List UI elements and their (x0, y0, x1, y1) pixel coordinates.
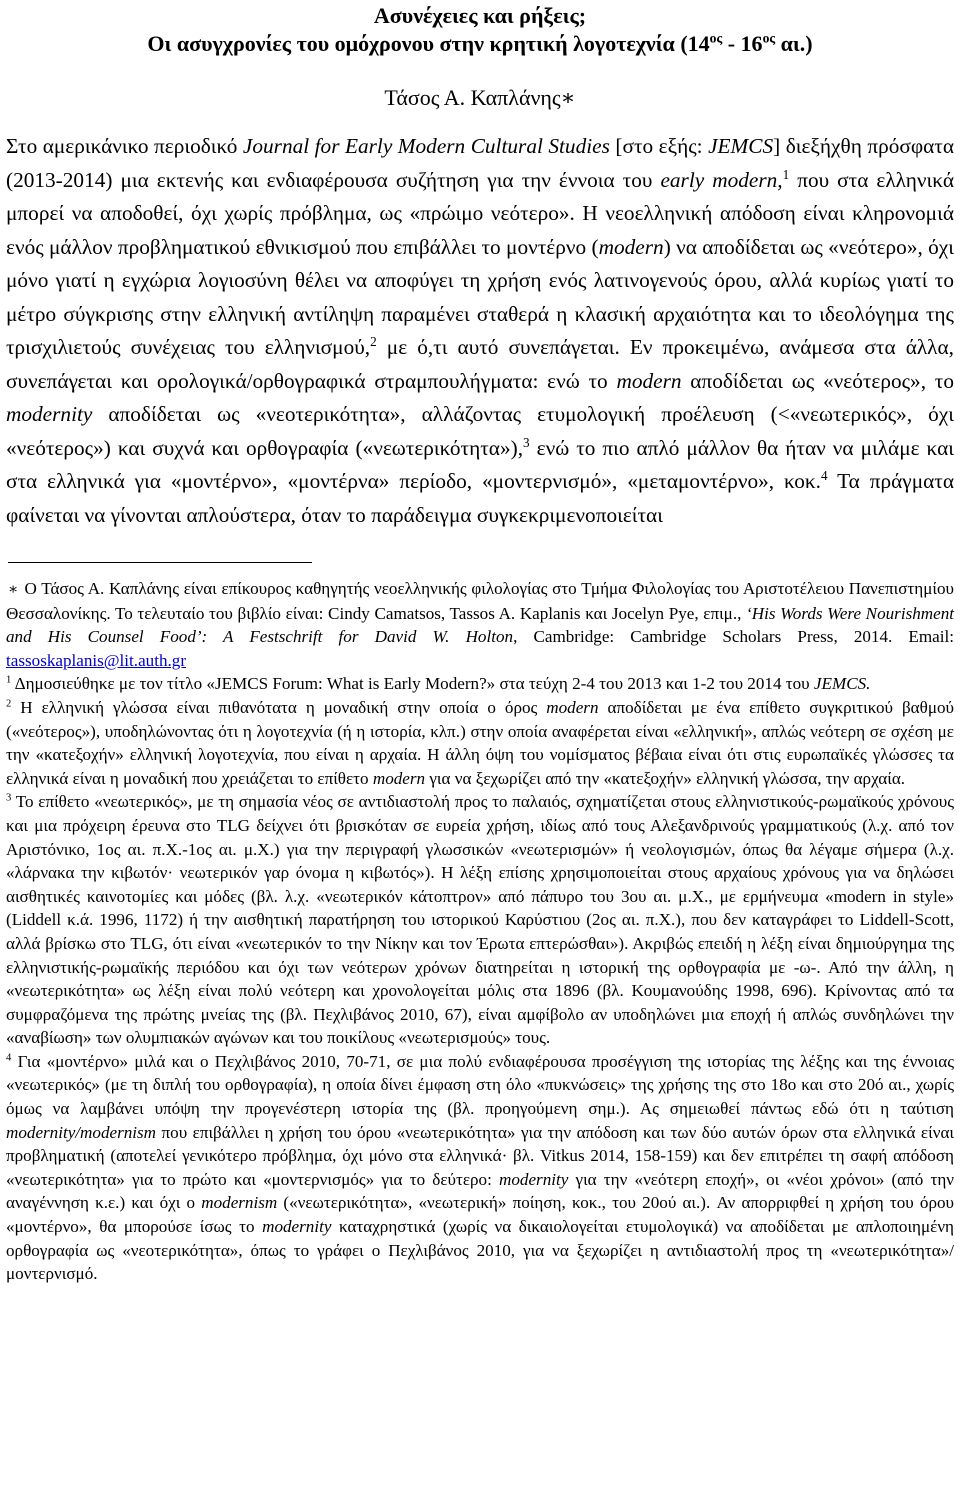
footnote-number: 4 (6, 1052, 12, 1064)
title-line-1: Ασυνέχειες και ρήξεις; (373, 3, 587, 28)
title-text: αι.) (775, 31, 813, 56)
title-text: Οι ασυγχρονίες του ομόχρονου στην κρητική λογοτεχνία (14 (147, 31, 710, 56)
footnote-2 (6, 696, 954, 790)
text-run: για να ξεχωρίζει από την «κατεξοχήν» ελληνική γλώσσα, την αρχαία. (425, 768, 906, 788)
italic-run: modernity (499, 1169, 569, 1189)
text-run: αποδίδεται ως «νεότερος», το (681, 368, 954, 393)
text-run: , Cambridge: Cambridge Scholars Press, 2014. Email: (513, 627, 955, 647)
footnote-4 (6, 1050, 954, 1286)
text-run: Δημοσιεύθηκε με τον τίτλο «JEMCS Forum: What is Early Modern?» στα τεύχη 2-4 του 2013 και 1-2 του 2014 του (11, 674, 814, 694)
footnote-3 (6, 790, 954, 1050)
text-run: Για «μοντέρνο» μιλά και ο Πεχλιβάνος 2010, 70-71, σε μια πολύ ενδιαφέρουσα προσέγγιση της ιστορίας της λέξης και της έννοιας «νεωτερικός» (με τη διπλή του ορθογραφία), η οποία δίνει έμφαση στη όλο «πυκνώσεις» της χρήσης της στο 18ο και στο 20ό αι., χωρίς όμως να λαμβάνει υπόψη την προγενέστερη ιστορία της (βλ. προηγούμενη σημ.). Ας σημειωθεί πάντως εδώ ότι η ταύτιση (6, 1051, 954, 1119)
footnote-mark: ∗ (8, 581, 19, 598)
footnote-ref-2[interactable]: 2 (370, 333, 377, 349)
italic-run: early modern, (660, 167, 783, 192)
author-footnote-mark[interactable]: ∗ (560, 85, 576, 110)
italic-run: modern (616, 368, 682, 393)
italic-run: modernism (201, 1193, 278, 1213)
text-run: ενώ το πιο απλό μάλλον θα ήταν να μιλάμε και στα ελληνικά για «μοντέρνο», «μοντέρνα» περίοδο, «μοντερνισμό», «μεταμοντέρνο», κοκ. (6, 435, 954, 493)
text-run: αποδίδεται με ένα επίθετο συγκριτικού βαθμού («νεότερος»), υποδηλώνοντας ότι η λογοτεχνία (ή η ιστορία, κλπ.) στην οποία αναφέρεται είναι «ελληνική», απλώς νεότερη σε σχέση με την «κατεξοχήν» ελληνική λογοτεχνία, που είναι η αρχαία. Η άλλη όψη του νομίσματος βέβαια είναι ότι στις ευρωπαϊκές γλώσσες τα ελληνικά είναι η μοναδική που χρειάζεται το επίθετο (6, 697, 954, 788)
title-sup: ος (709, 30, 723, 46)
text-run: καταχρηστικά (χωρίς να δικαιολογείται ετυμολογικά) να αποδίδεται με απλοποιημένη ορθογραφία ως «νεοτερικότητα», όπως το γράφει ο Πεχλιβάνος 2010, για να ξεχωρίζει η αντιδιαστολή προς τη «νεωτερικότητα»/μοντερνισμό. (6, 1217, 954, 1284)
text-run: ) να αποδίδεται ως «νεότερο», όχι μόνο γιατί η εγχώρια λογιοσύνη θέλει να αποφύγει τη χρήση ενός λατινογενούς όρου, αλλά κυρίως γιατί το μέτρο σύγκρισης στην ελληνική αντίληψη παραμένει σταθερά η κλασική αρχαιότητα και το ιδεολόγημα της τρισχιλιετούς συνέχειας του ελληνισμού, (6, 234, 954, 359)
italic-run: modern (372, 768, 426, 788)
text-run: που στα ελληνικά μπορεί να αποδοθεί, όχι χωρίς πρόβλημα, ως «πρώιμο νεότερο». Η νεοελληνική απόδοση είναι κληρονομιά ενός μάλλον προβληματικού εθνικισμού που επιβάλλει το μοντέρνο ( (6, 167, 954, 259)
title-line-2 (6, 30, 954, 58)
author-text: Τάσος Α. Καπλάνης (384, 85, 561, 110)
footnote-ref-1[interactable]: 1 (782, 166, 790, 182)
italic-run: JEMCS. (813, 674, 871, 694)
footnotes (6, 577, 954, 1286)
text-run: («νεωτερικότητα», «νεωτερική» ποίηση, κοκ., του 20ού αι.). Αν απορριφθεί η χρήση του όρου «μοντέρνο», θα μπορούσε ίσως το (6, 1193, 954, 1237)
italic-run: modernity (6, 402, 93, 426)
document-page (0, 2, 960, 1498)
text-run: για την «νεότερη εποχή», οι «νέοι χρόνοι» (από την αναγέννηση κ.ε.) και όχι ο (6, 1169, 954, 1213)
italic-run: ‘His Words Were Nourishment and His Counsel Food’: A Festschrift for David W. Holton (6, 603, 954, 647)
text-run: Η ελληνική γλώσσα είναι πιθανότατα η μοναδική στην οποία ο όρος (11, 697, 547, 717)
italic-run: JEMCS (708, 134, 774, 158)
title-sup: ος (762, 30, 776, 46)
email-link[interactable]: tassoskaplanis@lit.auth.gr (6, 650, 187, 670)
text-run: με ό,τι αυτό συνεπάγεται. Εν προκειμένω, ανάμεσα στα άλλα, συνεπάγεται και ορολογικά/ορθογραφικά στραμπουλήγματα: ενώ το (6, 335, 954, 393)
text-run: ] διεξήχθη πρόσφατα (2013-2014) μια εκτενής και ενδιαφέρουσα συζήτηση για την έννοια του (6, 134, 954, 192)
title-text: - 16 (722, 31, 763, 56)
text-run: που επιβάλλει η χρήση του όρου «νεωτερικότητα» για την απόδοση και των δύο αυτών όρων στα ελληνικά είναι προβληματική (αποτελεί γενικότερο πρόβλημα, όχι μόνο στα ελληνικά· βλ. Vitkus 2014, 158-159) και δεν επιτρέπει τη σαφή απόδοση «νεωτερικότητα» για το πρώτο και «μοντερνισμός» για το δεύτερο: (6, 1122, 954, 1189)
text-run: Στο αμερικάνικο περιοδικό (6, 134, 243, 158)
italic-run: modernity (262, 1217, 332, 1237)
footnote-ref-3[interactable]: 3 (523, 434, 530, 450)
italic-run: modern (546, 697, 599, 717)
footnote-number: 1 (6, 674, 12, 686)
text-run: αποδίδεται ως «νεοτερικότητα», αλλάζοντας ετυμολογική προέλευση (<«νεωτερικός», όχι «νεότερος») και συχνά και ορθογραφία («νεωτερικότητα»), (6, 402, 954, 460)
italic-run: modernity/modernism (6, 1122, 157, 1142)
text-run: Τα πράγματα φαίνεται να γίνονται απλούστερα, όταν το παράδειγμα συγκεκριμενοποιείται (6, 469, 954, 527)
text-run: [στο εξής: (609, 134, 709, 158)
text-run: Ο Τάσος Α. Καπλάνης είναι επίκουρος καθηγητής νεοελληνικής φιλολογίας στο Τμήμα Φιλολογίας του Αριστοτέλειου Πανεπιστημίου Θεσσαλονίκης. Το τελευταίο του βιβλίο είναι: Cindy Camatsos, Tassos A. Kaplanis και Jocelyn Pye, επιμ., (6, 579, 954, 623)
footnote-ref-4[interactable]: 4 (820, 467, 828, 483)
italic-run: modern (598, 234, 664, 259)
footnote-number: 3 (6, 792, 12, 804)
italic-run: Journal for Early Modern Cultural Studies (242, 134, 610, 158)
footnote-separator (8, 562, 312, 563)
main-paragraph (6, 130, 954, 532)
footnote-author (6, 577, 954, 672)
footnote-number: 2 (6, 698, 12, 710)
author-name (6, 84, 954, 112)
footnote-1 (6, 672, 954, 696)
text-run: Το επίθετο «νεωτερικός», με τη σημασία νέος σε αντιδιαστολή προς το παλαιός, σχηματίζεται στους ελληνιστικούς-ρωμαϊκούς χρόνους και μια πρόχειρη έρευνα στο TLG δείχνει ότι βρισκόταν σε ευρεία χρήση, ιδίως από τους Αλεξανδρινούς γραμματικούς (λ.χ. από τον Αριστόνικο, 1ος αι. π.Χ.-1ος αι. μ.Χ.) για την περιγραφή γλωσσικών «νεωτερισμών» ή νεολογισμών, όπως θα λέγαμε σήμερα (λ.χ. «λάρνακα την κιβωτόν· νεωτερικόν γαρ όνομα η κιβωτός»). Η λέξη επίσης χρησιμοποιείται στους αρχαίους χρόνους για να δηλώσει αισθητικές καινοτομίες και μόδες (βλ. λ.χ. «νεωτερικόν κάτοπτρον» από πάπυρο του 3ου αι. μ.Χ., με ερμήνευμα «modern in style» (Liddell κ.ά. 1996, 1172) ή την αισθητική παρατήρηση του ιστορικού Καρύστιου (2ος αι. π.Χ.), που δεν καταγράφει το Liddell-Scott, αλλά βρίσκω στο TLG, ότι είναι «νεωτερικόν το την Νίκην και τον Έρωτα επτερώσθαι»). Ακριβώς επειδή η λέξη είναι δημιούργημα της ελληνιστικής-ρωμαϊκής περιόδου και όχι των νεότερων χρόνων διατηρείται η ιστορική της ορθογραφία με -ω-. Από την άλλη, η «νεωτερικότητα» ως λέξη είναι πολύ νεότερη και χρονολογείται μόλις στα 1896 (βλ. Κουμανούδης 1998, 696). Κρίνοντας από τα συμφραζόμενα της πρώτης μνείας της (βλ. Πεχλιβάνος 2010, 67), είναι αμφίβολο αν υποδηλώνει μια εποχή ή απλώς συνδηλώνει την «αναβίωση» των ολυμπιακών αγώνων και του ποικίλους «νεωτερισμούς» τους. (6, 792, 954, 1048)
